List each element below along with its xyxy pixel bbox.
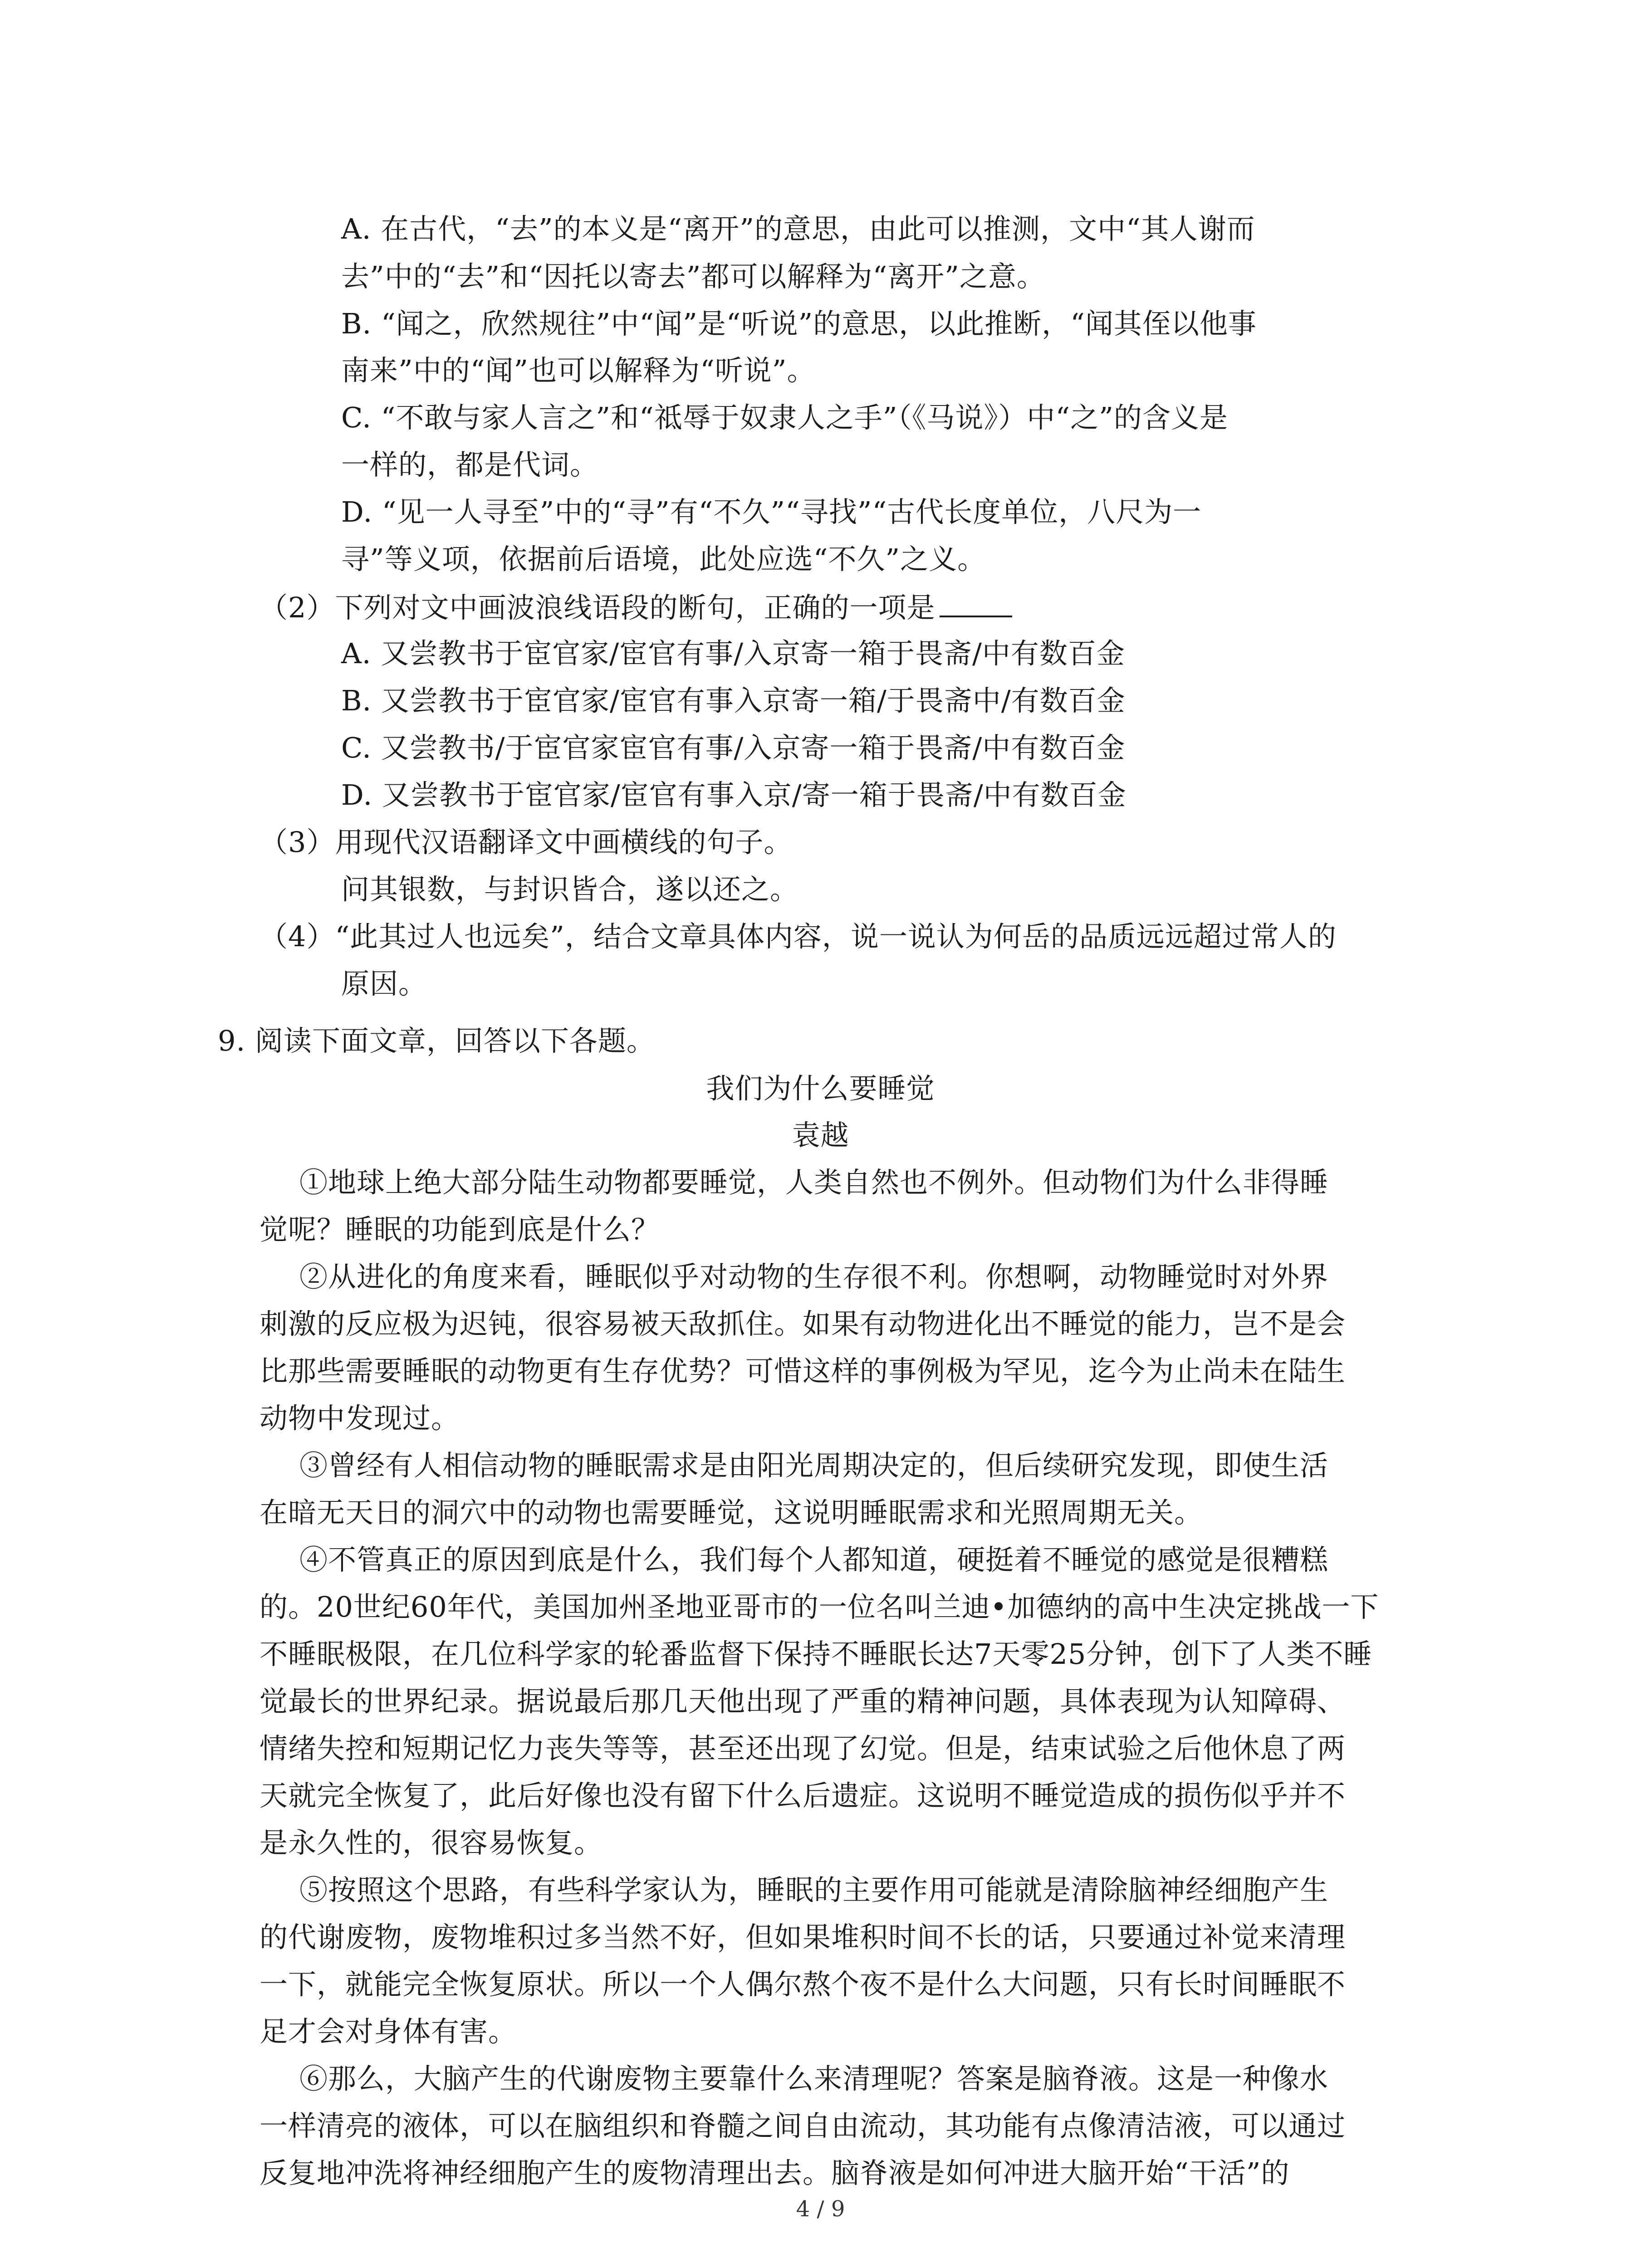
paragraph-line: ①地球上绝大部分陆生动物都要睡觉，人类自然也不例外。但动物们为什么非得睡 [299, 1166, 1329, 1199]
paragraph-line: 动物中发现过。 [260, 1402, 460, 1435]
article-author: 袁越 [792, 1119, 849, 1152]
q8-sub2-stem-text: （2）下列对文中画波浪线语段的断句，正确的一项是 [260, 591, 936, 624]
paragraph-line: 觉最长的世界纪录。据说最后那几天他出现了严重的精神问题，具体表现为认知障碍、 [260, 1685, 1346, 1718]
q9-stem: 9. 阅读下面文章，回答以下各题。 [218, 1024, 655, 1057]
paragraph-line: ③曾经有人相信动物的睡眠需求是由阳光周期决定的，但后续研究发现，即使生活 [299, 1449, 1329, 1482]
q8-sub2-option-a: A. 又尝教书于宦官家/宦官有事/入京寄一箱于畏斋/中有数百金 [341, 637, 1125, 670]
paragraph-line: ④不管真正的原因到底是什么，我们每个人都知道，硬挺着不睡觉的感觉是很糟糕 [299, 1543, 1329, 1576]
q8-sub1-option-c-line-1: C. “不敢与家人言之”和“祗辱于奴隶人之手”（《马说》）中“之”的含义是 [341, 401, 1228, 434]
q8-sub3-stem: （3）用现代汉语翻译文中画横线的句子。 [260, 826, 793, 859]
q8-sub2-option-c: C. 又尝教书/于宦官家宦官有事/入京寄一箱于畏斋/中有数百金 [341, 731, 1126, 764]
q8-sub1-option-a-line-1: A. 在古代，“去”的本义是“离开”的意思，由此可以推测，文中“其人谢而 [341, 212, 1255, 245]
paragraph-line: 是永久性的，很容易恢复。 [260, 1826, 603, 1859]
paragraph-line: ②从进化的角度来看，睡眠似乎对动物的生存很不利。你想啊，动物睡觉时对外界 [299, 1260, 1329, 1293]
q8-sub3-sentence: 问其银数，与封识皆合，遂以还之。 [341, 873, 799, 906]
paragraph-line: ⑥那么，大脑产生的代谢废物主要靠什么来清理呢？答案是脑脊液。这是一种像水 [299, 2062, 1329, 2095]
q8-sub2-option-d: D. 又尝教书于宦官家/宦官有事入京/寄一箱于畏斋/中有数百金 [341, 778, 1127, 811]
q8-sub1-option-b-line-2: 南来”中的“闻”也可以解释为“听说”。 [341, 354, 816, 387]
paragraph-line: 在暗无天日的洞穴中的动物也需要睡觉，这说明睡眠需求和光照周期无关。 [260, 1496, 1203, 1529]
q8-sub1-option-d-line-2: 寻”等义项，依据前后语境，此处应选“不久”之义。 [341, 543, 986, 576]
answer-blank [940, 588, 1012, 617]
q8-sub1-option-c-line-2: 一样的，都是代词。 [341, 448, 599, 481]
q8-sub4-line-2: 原因。 [341, 967, 427, 1000]
q8-sub4-line-1: （4）“此其过人也远矣”，结合文章具体内容，说一说认为何岳的品质远远超过常人的 [260, 920, 1337, 953]
paragraph-line: 刺激的反应极为迟钝，很容易被天敌抓住。如果有动物进化出不睡觉的能力，岂不是会 [260, 1307, 1346, 1340]
page-number: 4 / 9 [796, 2196, 845, 2222]
q8-sub1-option-b-line-1: B. “闻之，欣然规往”中“闻”是“听说”的意思，以此推断，“闻其侄以他事 [341, 307, 1257, 340]
paragraph-line: 不睡眠极限，在几位科学家的轮番监督下保持不睡眠长达7天零25分钟，创下了人类不睡 [260, 1637, 1372, 1671]
paragraph-line: 足才会对身体有害。 [260, 2015, 517, 2048]
paragraph-line: 一样清亮的液体，可以在脑组织和脊髓之间自由流动，其功能有点像清洁液，可以通过 [260, 2109, 1346, 2142]
q8-sub2-stem [260, 588, 1012, 626]
article-title: 我们为什么要睡觉 [706, 1072, 935, 1105]
q8-sub1-option-d-line-1: D. “见一人寻至”中的“寻”有“不久”“寻找”“古代长度单位，八尺为一 [341, 495, 1202, 528]
paragraph-line: 情绪失控和短期记忆力丧失等等，甚至还出现了幻觉。但是，结束试验之后他休息了两 [260, 1732, 1346, 1765]
q8-sub1-option-a-line-2: 去”中的“去”和“因托以寄去”都可以解释为“离开”之意。 [341, 260, 1045, 293]
paragraph-line: 的代谢废物，废物堆积过多当然不好，但如果堆积时间不长的话，只要通过补觉来清理 [260, 1921, 1346, 1954]
paragraph-line: ⑤按照这个思路，有些科学家认为，睡眠的主要作用可能就是清除脑神经细胞产生 [299, 1873, 1329, 1906]
paragraph-line: 比那些需要睡眠的动物更有生存优势？可惜这样的事例极为罕见，迄今为止尚未在陆生 [260, 1354, 1346, 1388]
paragraph-line: 觉呢？睡眠的功能到底是什么？ [260, 1213, 660, 1246]
paragraph-line: 的。20世纪60年代，美国加州圣地亚哥市的一位名叫兰迪•加德纳的高中生决定挑战一下 [260, 1590, 1379, 1623]
paragraph-line: 一下，就能完全恢复原状。所以一个人偶尔熬个夜不是什么大问题，只有长时间睡眠不 [260, 1968, 1346, 2001]
paragraph-line: 天就完全恢复了，此后好像也没有留下什么后遗症。这说明不睡觉造成的损伤似乎并不 [260, 1779, 1346, 1812]
q8-sub2-option-b: B. 又尝教书于宦官家/宦官有事入京寄一箱/于畏斋中/有数百金 [341, 684, 1126, 717]
paragraph-line: 反复地冲洗将神经细胞产生的废物清理出去。脑脊液是如何冲进大脑开始“干活”的 [260, 2156, 1290, 2190]
